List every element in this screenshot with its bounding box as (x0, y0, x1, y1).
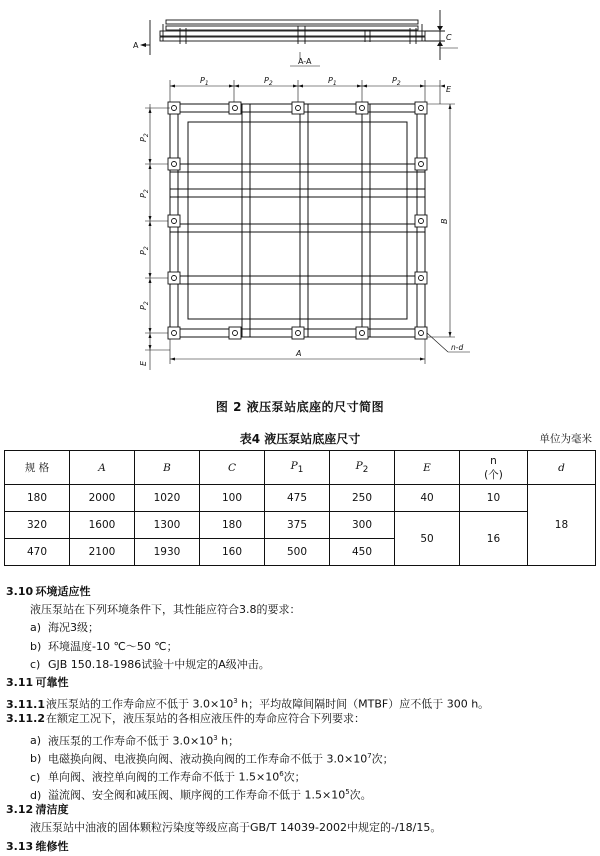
top-dimensions (170, 80, 445, 104)
table-row (5, 485, 596, 512)
list-item: b) 电磁换向阀、电液换向阀、液动换向阀的工作寿命不低于 $3.0\times 10^7$次； (30, 751, 394, 766)
table-header-row (5, 451, 596, 485)
header-p2: $P_2$ (330, 451, 395, 485)
figure-caption: 图 2 液压泵站底座的尺寸简图 (215, 400, 385, 414)
cell-spec: 320 (5, 512, 70, 539)
list-item: c) GJB 150.18-1986试验十中规定的A级冲击。 (30, 657, 270, 671)
base-dimension-drawing (0, 0, 600, 395)
table-title: 表4 液压泵站底座尺寸 (239, 432, 361, 446)
cell-a: 1600 (70, 512, 135, 539)
requirements-text (6, 583, 596, 856)
header-b: B (135, 451, 200, 485)
dim-p1-top-2: $P_1$ (328, 76, 337, 87)
cell-a: 2100 (70, 539, 135, 566)
section-label: A-A (298, 57, 312, 66)
view-mark-a-left: A (133, 41, 139, 50)
header-spec: 规 格 (5, 451, 70, 485)
list-item: a) 海况3级； (30, 621, 99, 635)
cell-b: 1930 (135, 539, 200, 566)
cell-p2: 300 (330, 512, 395, 539)
dim-p2-left-1: $P_2$ (139, 133, 150, 142)
dim-p2-left-3: $P_2$ (139, 246, 150, 255)
cell-p1: 375 (265, 512, 330, 539)
cell-e: 40 (395, 485, 460, 512)
cell-b: 1300 (135, 512, 200, 539)
cell-c: 160 (200, 539, 265, 566)
cell-n: 16 (460, 512, 528, 566)
section-3-10-heading: 3.10 环境适应性 (6, 585, 91, 598)
cell-spec: 180 (5, 485, 70, 512)
section-3-11-heading: 3.11 可靠性 (6, 675, 69, 689)
cell-p2: 450 (330, 539, 395, 566)
section-3-12-heading: 3.12 清洁度 (6, 803, 69, 817)
list-item: d) 溢流阀、安全阀和减压阀、顺序阀的工作寿命不低于 $1.5\times 10^5$次。 (30, 788, 372, 802)
left-dimensions (145, 104, 170, 370)
dim-p1-top: $P_1$ (200, 76, 209, 87)
cell-p2: 250 (330, 485, 395, 512)
list-item: b) 环境温度-10 ℃～50 ℃； (30, 639, 178, 653)
cell-c: 180 (200, 512, 265, 539)
dim-e-top: E (446, 85, 452, 94)
list-item: c) 单向阀、液控单向阀的工作寿命不低于 $1.5\times 10^6$次； (30, 769, 306, 784)
dim-b-label: B (440, 218, 449, 224)
section-3-11-2: 3.11.2在额定工况下，液压泵站的各相应液压件的寿命应符合下列要求： (6, 712, 365, 726)
table-unit-note: 单位为毫米 (539, 433, 592, 445)
cell-n: 10 (460, 485, 528, 512)
header-e: E (395, 451, 460, 485)
dim-a-label: A (296, 349, 302, 358)
dim-p2-top-2: $P_2$ (392, 76, 401, 87)
section-3-11-1: 3.11.1液压泵站的工作寿命应不低于 $3.0\times 10^3$ h；平均故障间隔时间（MTBF）应不低于 300 h。 (6, 697, 490, 711)
mounting-pads (168, 102, 427, 339)
cell-a: 2000 (70, 485, 135, 512)
header-a: A (70, 451, 135, 485)
header-n: n (个) (460, 451, 528, 485)
dim-p2-left-2: $P_2$ (139, 189, 150, 198)
list-item: a) 液压泵的工作寿命不低于 $3.0\times 10^3$ h； (30, 733, 240, 748)
dim-c-label: C (446, 33, 452, 42)
header-c: C (200, 451, 265, 485)
dim-e-left: E (139, 360, 148, 366)
cell-b: 1020 (135, 485, 200, 512)
dim-nd-label: n-d (451, 343, 464, 352)
base-dimension-table (4, 450, 596, 566)
cell-spec: 470 (5, 539, 70, 566)
plan-frame (170, 104, 425, 337)
cell-p1: 500 (265, 539, 330, 566)
header-p1: $P_1$ (265, 451, 330, 485)
dim-p2-left-4: $P_2$ (139, 301, 150, 310)
cell-d: 18 (527, 485, 595, 566)
section-3-12-text: 液压泵站中油液的固体颗粒污染度等级应高于GB/T 14039-2002中规定的-/18/15。 (30, 821, 442, 835)
cell-c: 100 (200, 485, 265, 512)
cell-p1: 475 (265, 485, 330, 512)
dim-p2-top-1: $P_2$ (264, 76, 273, 87)
section-3-10-intro: 液压泵站在下列环境条件下，其性能应符合3.8的要求： (30, 603, 301, 617)
cell-e: 50 (395, 512, 460, 566)
table-row (5, 512, 596, 539)
header-d: d (527, 451, 595, 485)
section-3-13-heading: 3.13 维修性 (6, 839, 69, 853)
